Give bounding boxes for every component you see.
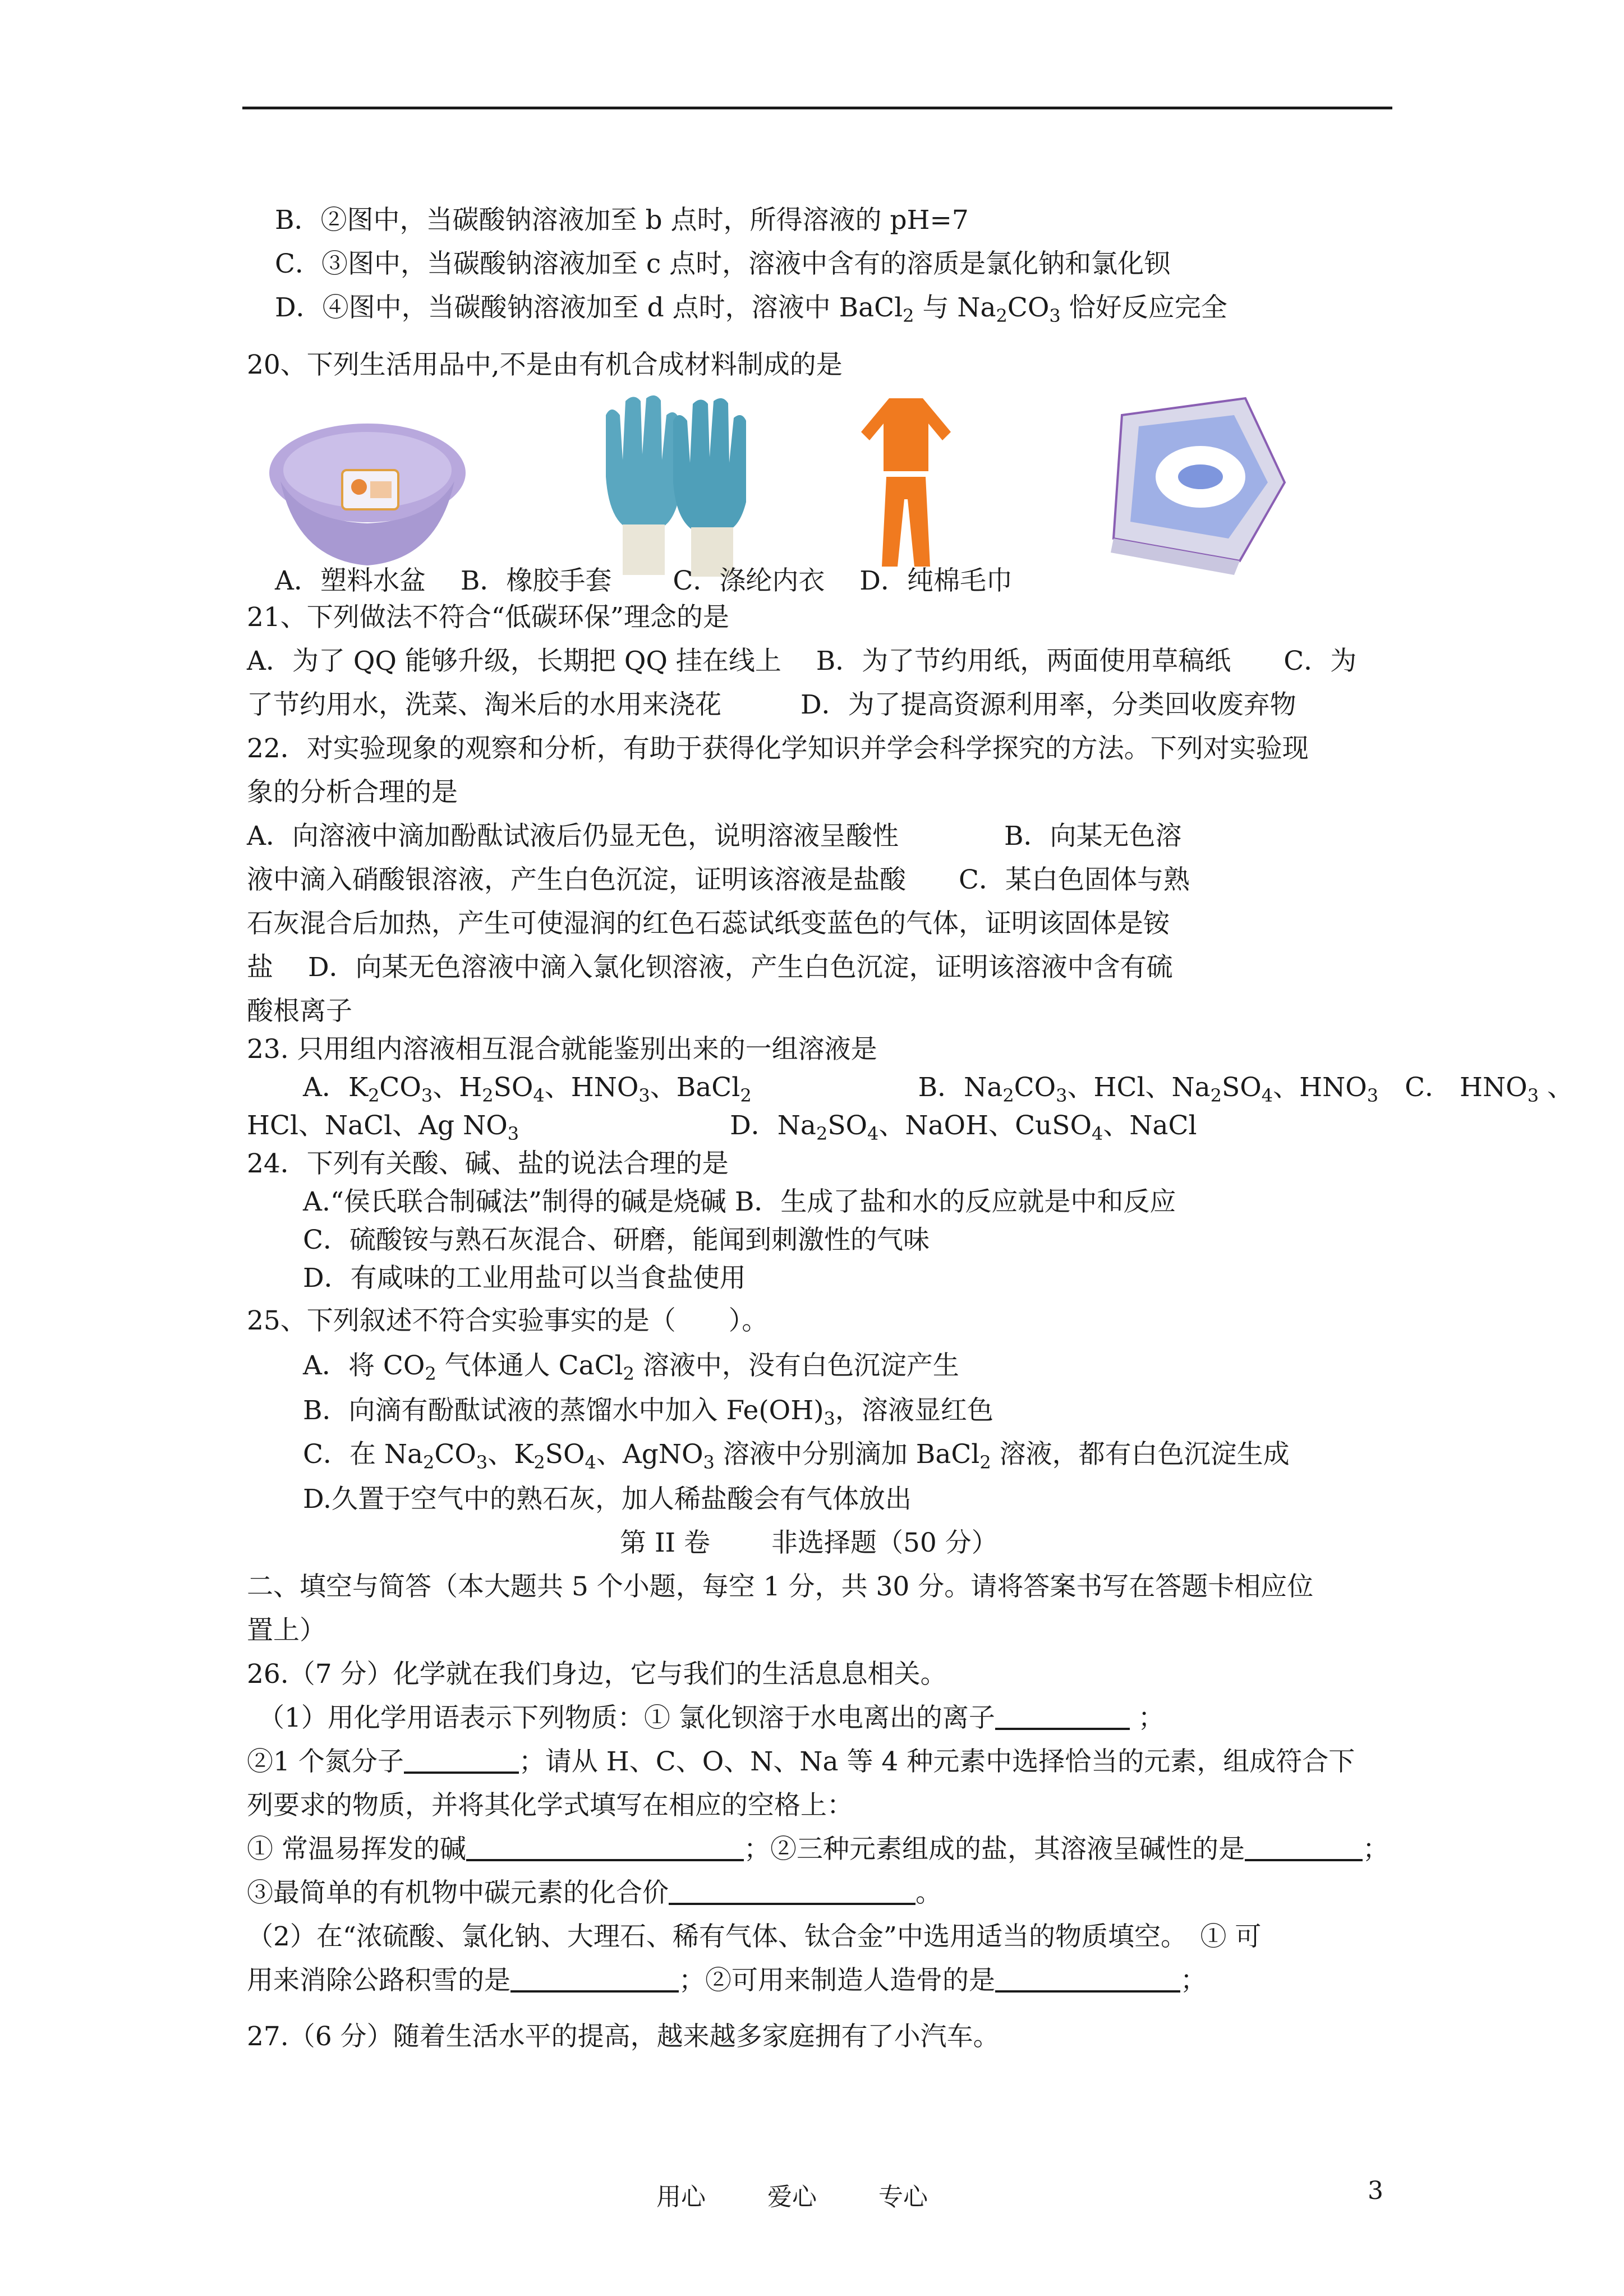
answer-blank[interactable] bbox=[404, 1746, 519, 1774]
q25-option-b: B．向滴有酚酞试液的蒸馏水中加入 $Fe(OH)_3$，溶液显红色 bbox=[303, 1395, 993, 1429]
q21-line-2: 了节约用水，洗菜、淘米后的水用来浇花 D．为了提高资源利用率，分类回收废弃物 bbox=[247, 689, 1296, 720]
q20-stem: 20、下列生活用品中,不是由有机合成材料制成的是 bbox=[247, 349, 843, 380]
q22-line-3: A．向溶液中滴加酚酞试液后仍显无色，说明溶液呈酸性 B．向某无色溶 bbox=[247, 821, 1182, 852]
q22-line-7: 酸根离子 bbox=[247, 996, 352, 1027]
part2-heading-2: 置上） bbox=[247, 1615, 326, 1646]
q26-part2-line1: （2）在“浓硫酸、氯化钠、大理石、稀有气体、钛合金”中选用适当的物质填空。 ① 可 bbox=[247, 1921, 1262, 1952]
q26-part1-line4: ① 常温易挥发的碱 ；②三种元素组成的盐，其溶液呈碱性的是 ； bbox=[247, 1834, 1389, 1865]
footer-motto-2: 爱心 bbox=[767, 2183, 817, 2211]
q22-line-1: 22．对实验现象的观察和分析，有助于获得化学知识并学会科学探究的方法。下列对实验现 bbox=[247, 733, 1309, 764]
header-rule bbox=[242, 107, 1392, 109]
answer-blank[interactable] bbox=[510, 1964, 679, 1993]
q19-option-c: C．③图中，当碳酸钠溶液加至 c 点时，溶液中含有的溶质是氯化钠和氯化钡 bbox=[275, 249, 1171, 279]
q23-stem: 23. 只用组内溶液相互混合就能鉴别出来的一组溶液是 bbox=[247, 1034, 877, 1065]
q26-part2-line2: 用来消除公路积雪的是 ；②可用来制造人造骨的是 ； bbox=[247, 1965, 1207, 1996]
answer-blank[interactable] bbox=[1245, 1833, 1363, 1861]
cotton-towel-image bbox=[1105, 393, 1296, 578]
answer-blank[interactable] bbox=[466, 1833, 744, 1861]
page-number: 3 bbox=[1368, 2177, 1383, 2205]
q23-options-row-2: HCl、NaCl、Ag $NO_3$ D．$Na_2SO_4$、NaOH、CuSO$_4$、NaCl bbox=[247, 1110, 1197, 1144]
q24-option-d: D．有咸味的工业用盐可以当食盐使用 bbox=[303, 1263, 746, 1294]
q25-stem: 25、下列叙述不符合实验事实的是（ ）。 bbox=[247, 1305, 769, 1336]
polyester-underwear-image bbox=[858, 393, 954, 572]
q26-part1-line5: ③最简单的有机物中碳元素的化合价 。 bbox=[247, 1878, 942, 1908]
q25-option-d: D.久置于空气中的熟石灰，加人稀盐酸会有气体放出 bbox=[303, 1484, 912, 1515]
q25-option-c: C．在 $Na_2CO_3$、$K_2SO_4$、AgNO$_3$ 溶液中分别滴加 BaCl$_2$ 溶液，都有白色沉淀生成 bbox=[303, 1439, 1290, 1473]
q26-stem: 26.（7 分）化学就在我们身边，它与我们的生活息息相关。 bbox=[247, 1659, 947, 1690]
answer-blank[interactable] bbox=[995, 1964, 1180, 1993]
q19-option-d: D．④图中，当碳酸钠溶液加至 d 点时，溶液中 BaCl$_2$ 与 $Na_2CO_3$ 恰好反应完全 bbox=[275, 292, 1227, 326]
q27-stem: 27.（6 分）随着生活水平的提高，越来越多家庭拥有了小汽车。 bbox=[247, 2021, 1000, 2052]
q26-part1-line1: （1）用化学用语表示下列物质：① 氯化钡溶于水电离出的离子 ； bbox=[258, 1703, 1165, 1733]
q24-stem: 24．下列有关酸、碱、盐的说法合理的是 bbox=[247, 1148, 729, 1179]
q26-part1-line2: ②1 个氮分子 ；请从 H、C、O、N、Na 等 4 种元素中选择恰当的元素，组成符合下 bbox=[247, 1746, 1355, 1777]
q22-line-6: 盐 D．向某无色溶液中滴入氯化钡溶液，产生白色沉淀，证明该溶液中含有硫 bbox=[247, 952, 1173, 983]
section-title: 第 II 卷 非选择题（50 分） bbox=[620, 1527, 998, 1558]
q24-options-ab: A.“侯氏联合制碱法”制得的碱是烧碱 B．生成了盐和水的反应就是中和反应 bbox=[303, 1186, 1176, 1217]
answer-blank[interactable] bbox=[995, 1702, 1130, 1730]
part2-heading-1: 二、填空与简答（本大题共 5 个小题，每空 1 分，共 30 分。请将答案书写在答题卡相应位 bbox=[247, 1571, 1314, 1602]
q26-part1-line3: 列要求的物质，并将其化学式填写在相应的空格上： bbox=[247, 1790, 853, 1821]
q21-stem: 21、下列做法不符合“低碳环保”理念的是 bbox=[247, 602, 729, 633]
q22-line-5: 石灰混合后加热，产生可使湿润的红色石蕊试纸变蓝色的气体，证明该固体是铵 bbox=[247, 908, 1170, 939]
footer-motto-1: 用心 bbox=[656, 2183, 706, 2211]
answer-blank[interactable] bbox=[669, 1877, 915, 1905]
q23-options-row: A．$K_2CO_3$、$H_2SO_4$、$HNO_3$、BaCl$_2$ B．$Na_2CO_3$、HCl、$Na_2SO_4$、$HNO_3$ C． $HNO_3$ 、 bbox=[303, 1072, 1574, 1106]
plastic-basin-image bbox=[264, 420, 471, 577]
q22-line-4: 液中滴入硝酸银溶液，产生白色沉淀，证明该溶液是盐酸 C．某白色固体与熟 bbox=[247, 864, 1190, 895]
q25-option-a: A．将 $CO_2$ 气体通人 CaCl$_2$ 溶液中，没有白色沉淀产生 bbox=[303, 1350, 959, 1384]
rubber-gloves-image bbox=[595, 393, 757, 578]
q22-line-2: 象的分析合理的是 bbox=[247, 777, 458, 808]
q19-option-b: B．②图中，当碳酸钠溶液加至 b 点时，所得溶液的 pH=7 bbox=[275, 205, 969, 236]
q24-option-c: C．硫酸铵与熟石灰混合、研磨，能闻到刺激性的气味 bbox=[303, 1225, 930, 1255]
q20-labels: A．塑料水盆 B．橡胶手套 C．涤纶内衣 D．纯棉毛巾 bbox=[275, 565, 1013, 596]
footer-motto-3: 专心 bbox=[878, 2183, 928, 2211]
q21-line-1: A．为了 QQ 能够升级，长期把 QQ 挂在线上 B．为了节约用纸，两面使用草稿纸 C．为 bbox=[247, 646, 1357, 677]
